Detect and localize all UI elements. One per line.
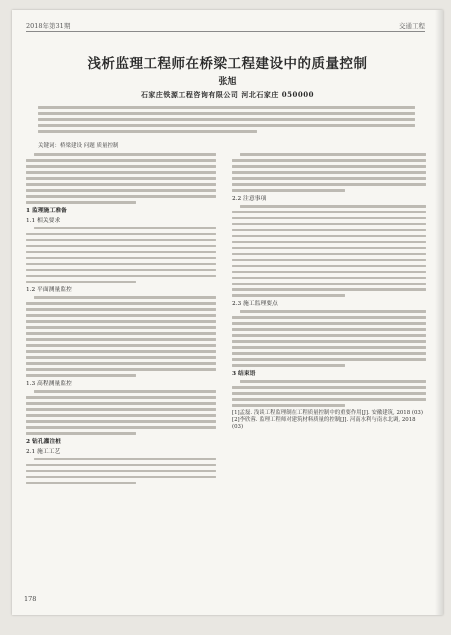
text-line	[240, 205, 426, 208]
text-line	[232, 328, 426, 331]
running-header	[26, 18, 425, 32]
text-line	[232, 364, 345, 367]
author-affiliation: 石家庄铁源工程咨询有限公司 河北石家庄 050000	[140, 90, 315, 99]
text-line	[26, 189, 216, 192]
text-line	[26, 374, 136, 377]
text-line	[26, 251, 216, 254]
text-line	[232, 398, 426, 401]
text-line	[26, 263, 216, 266]
paragraph	[26, 227, 216, 284]
text-line	[26, 159, 216, 162]
text-line	[26, 344, 216, 347]
text-line	[26, 432, 136, 435]
text-line	[232, 253, 426, 256]
text-line	[34, 458, 216, 461]
header-rule	[26, 31, 425, 32]
text-line	[26, 233, 216, 236]
text-line	[232, 165, 426, 168]
text-line	[232, 392, 426, 395]
text-line	[26, 332, 216, 335]
text-line	[26, 201, 136, 204]
reference-item: [1]孟磊. 浅谈工程监理制在工程质量控制中的重要作用[J]. 安徽建筑, 2018 (03)	[232, 409, 423, 416]
article-title: 浅析监理工程师在桥梁工程建设中的质量控制	[87, 56, 368, 72]
text-line	[26, 426, 216, 429]
text-line	[26, 420, 216, 423]
text-line	[232, 277, 426, 280]
column-label: 交通工程	[399, 22, 425, 30]
text-line	[232, 404, 345, 407]
text-line	[232, 358, 426, 361]
text-line	[26, 338, 216, 341]
text-line	[232, 177, 426, 180]
text-line	[26, 362, 216, 365]
right-sections	[232, 153, 426, 407]
reference-item: [2]李欣蓉. 监理工程师对建筑材料质量的控制[J]. 河南水利与南水北调, 2018 (03)	[232, 417, 416, 431]
section-heading: 1.2 平面测量监控	[26, 287, 72, 294]
text-line	[232, 211, 426, 214]
text-line	[26, 257, 216, 260]
text-line	[26, 183, 216, 186]
paragraph	[232, 380, 426, 407]
paragraph	[232, 310, 426, 367]
text-line	[38, 124, 415, 127]
text-line	[26, 314, 216, 317]
text-line	[232, 271, 426, 274]
text-line	[38, 112, 415, 115]
text-line	[26, 368, 216, 371]
section-heading: 2.2 注意事项	[232, 195, 267, 202]
paragraph	[26, 390, 216, 435]
paragraph	[26, 458, 216, 485]
issue-label: 2018年第31期	[26, 22, 71, 30]
right-column	[232, 152, 426, 573]
text-line	[26, 302, 216, 305]
references	[232, 410, 426, 432]
text-line	[34, 153, 216, 156]
paragraph	[26, 153, 216, 204]
text-line	[26, 245, 216, 248]
text-line	[232, 346, 426, 349]
text-line	[34, 390, 216, 393]
text-line	[232, 294, 345, 297]
text-line	[26, 275, 216, 278]
abstract-block	[38, 105, 415, 138]
text-line	[240, 153, 426, 156]
article-author: 张旭	[218, 77, 237, 87]
section-heading: 2.3 施工监理要点	[232, 301, 278, 308]
text-line	[26, 281, 136, 284]
text-line	[26, 326, 216, 329]
text-line	[240, 380, 426, 383]
text-line	[26, 269, 216, 272]
text-line	[232, 235, 426, 238]
text-line	[232, 352, 426, 355]
text-line	[232, 334, 426, 337]
text-line	[232, 217, 426, 220]
text-line	[26, 165, 216, 168]
text-line	[232, 189, 345, 192]
text-line	[26, 414, 216, 417]
page-number: 178	[24, 595, 37, 603]
paragraph	[232, 153, 426, 192]
text-line	[232, 283, 426, 286]
text-line	[26, 350, 216, 353]
text-line	[232, 322, 426, 325]
text-line	[38, 106, 415, 109]
section-heading: 2 钻孔灌注桩	[26, 438, 62, 445]
text-line	[26, 408, 216, 411]
text-line	[232, 265, 426, 268]
text-line	[38, 130, 257, 133]
section-heading: 1.3 高程测量监控	[26, 380, 72, 387]
text-line	[34, 227, 216, 230]
text-line	[26, 402, 216, 405]
text-line	[232, 159, 426, 162]
text-line	[26, 396, 216, 399]
text-line	[26, 476, 216, 479]
text-line	[38, 118, 415, 121]
left-column	[26, 152, 216, 573]
page-binding-shadow	[435, 10, 443, 615]
text-line	[232, 223, 426, 226]
text-line	[26, 171, 216, 174]
paragraph	[232, 205, 426, 298]
text-line	[232, 171, 426, 174]
text-line	[26, 320, 216, 323]
text-line	[26, 482, 136, 485]
text-line	[232, 288, 426, 291]
section-heading: 3 结束语	[232, 370, 256, 377]
abstract-lines	[38, 106, 415, 133]
text-line	[26, 195, 216, 198]
text-line	[232, 247, 426, 250]
text-line	[26, 177, 216, 180]
text-line	[26, 239, 216, 242]
text-line	[232, 386, 426, 389]
text-line	[26, 308, 216, 311]
section-heading: 1 监理施工准备	[26, 207, 67, 214]
text-line	[232, 183, 426, 186]
text-line	[26, 470, 216, 473]
text-line	[34, 296, 216, 299]
text-line	[232, 241, 426, 244]
text-line	[26, 356, 216, 359]
text-line	[240, 310, 426, 313]
paragraph	[26, 296, 216, 377]
text-line	[232, 229, 426, 232]
text-line	[232, 259, 426, 262]
text-line	[26, 464, 216, 467]
section-heading: 2.1 施工工艺	[26, 448, 61, 455]
text-line	[232, 316, 426, 319]
journal-page	[12, 10, 443, 615]
section-heading: 1.1 相关要求	[26, 217, 61, 224]
keywords: 关键词：桥梁建设 问题 质量控制	[38, 143, 119, 149]
text-line	[232, 340, 426, 343]
